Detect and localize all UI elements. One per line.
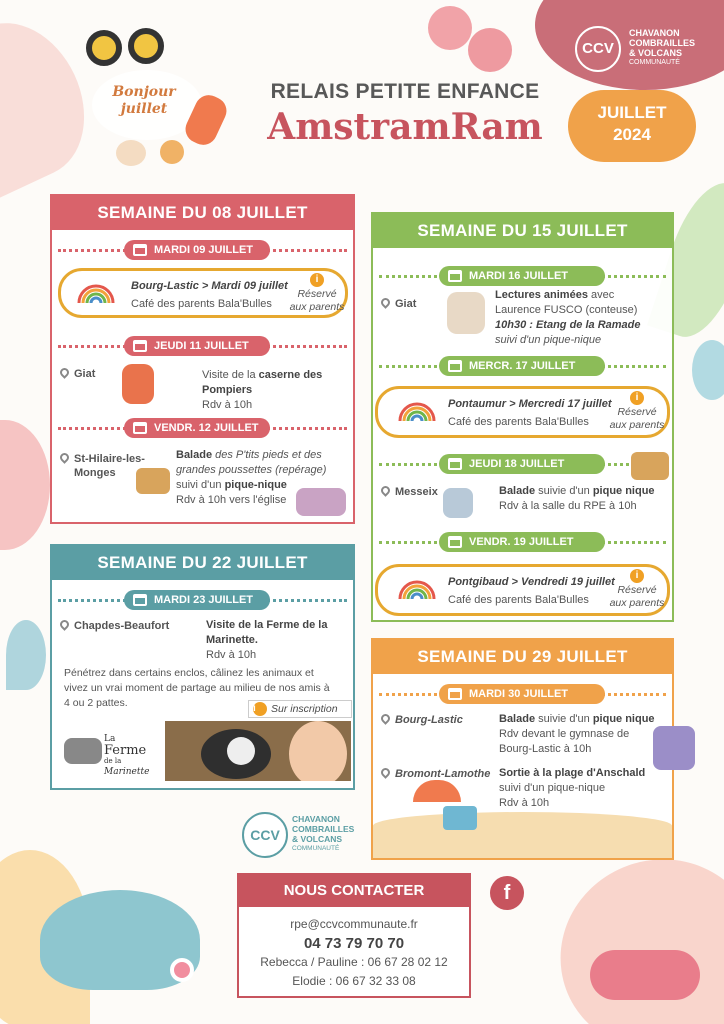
- event-desc: Lectures animées avec Laurence FUSCO (conteuse) 10h30 : Etang de la Ramade suivi d'un pique-nique: [495, 289, 641, 346]
- event-desc: Café des parents Bala'Bulles: [131, 298, 272, 310]
- calendar-icon: [133, 244, 147, 256]
- chameleon-eye: [170, 958, 194, 982]
- stroller-illustration: [443, 488, 473, 518]
- event-desc: Café des parents Bala'Bulles: [448, 594, 589, 606]
- calendar-icon: [133, 422, 147, 434]
- week-title: SEMAINE DU 15 JUILLET: [373, 214, 672, 248]
- event-cafe-parents: [375, 386, 670, 438]
- event-desc: Sortie à la plage d'Anschald suivi d'un pique-nique Rdv à 10h: [499, 767, 646, 809]
- event-location: Bourg-Lastic: [381, 714, 463, 726]
- decor-blue-leaf-right: [692, 340, 724, 400]
- inscription-note: i Sur inscription: [248, 700, 352, 718]
- day-pill: VENDR. 12 JUILLET: [124, 418, 270, 438]
- beach-chair-icon: [443, 806, 477, 830]
- storyteller-illustration: [447, 292, 485, 334]
- day-row: [52, 336, 353, 356]
- calendar-icon: [133, 594, 147, 606]
- location-pin-icon: [58, 366, 71, 379]
- reserved-note: i Réservé aux parents: [609, 570, 665, 609]
- event-title: Bourg-Lastic > Mardi 09 juillet: [131, 280, 288, 292]
- week-title: SEMAINE DU 29 JUILLET: [373, 640, 672, 674]
- day-row: [373, 532, 672, 552]
- ccv-logo-bottom: CCV: [242, 812, 288, 858]
- decor-blue-leaf-left: [6, 620, 46, 690]
- beach-umbrella-icon: [413, 780, 461, 802]
- contact-box: [237, 873, 471, 998]
- day-pill: MARDI 23 JUILLET: [124, 590, 270, 610]
- sunglasses-icon: [128, 28, 164, 64]
- day-row: [52, 418, 353, 438]
- farm-photo: [165, 721, 351, 781]
- firefighter-illustration: [122, 364, 154, 404]
- facebook-icon[interactable]: f: [490, 876, 524, 910]
- balabulles-logo-icon: [394, 397, 440, 427]
- day-pill: MARDI 09 JUILLET: [124, 240, 270, 260]
- month-badge: JUILLET 2024: [568, 90, 696, 162]
- event-desc: Visite de la caserne des Pompiers Rdv à 10h: [202, 369, 323, 411]
- sunglasses-icon: [86, 30, 122, 66]
- week-card-22-juillet: [50, 544, 355, 790]
- calendar-icon: [133, 340, 147, 352]
- day-row: [373, 454, 672, 474]
- reserved-note: i Réservé aux parents: [289, 274, 345, 313]
- bonjour-text: Bonjour juillet: [112, 84, 176, 117]
- location-pin-icon: [58, 451, 71, 464]
- event-paragraph: Pénétrez dans certains enclos, câlinez les animaux et vivez un vrai moment de partage au milieu de nos amis à 4 ou 2 pattes.: [64, 667, 330, 709]
- event-title: Pontaumur > Mercredi 17 juillet: [448, 398, 612, 410]
- reserved-note: i Réservé aux parents: [609, 392, 665, 431]
- donkey-icon: [64, 738, 102, 764]
- event-location: Giat: [60, 368, 95, 380]
- ccv-logo-bottom-name: CHAVANON COMBRAILLES & VOLCANS COMMUNAUTÉ: [292, 814, 355, 852]
- day-pill: MERCR. 17 JUILLET: [439, 356, 605, 376]
- event-location: Giat: [381, 298, 416, 310]
- contact-line-elodie: Elodie : 06 67 32 33 08: [292, 974, 416, 988]
- location-pin-icon: [379, 712, 392, 725]
- calendar-icon: [448, 458, 462, 470]
- decor-cherries: [468, 28, 512, 72]
- day-row: [373, 684, 672, 704]
- event-title: Pontgibaud > Vendredi 19 juillet: [448, 576, 615, 588]
- ccv-logo-name: CHAVANON COMBRAILLES & VOLCANS COMMUNAUTÉ: [629, 28, 695, 66]
- starfish-icon: [160, 140, 184, 164]
- relais-subtitle: RELAIS PETITE ENFANCE: [270, 80, 540, 103]
- day-pill: VENDR. 19 JUILLET: [439, 532, 605, 552]
- event-cafe-parents: [58, 268, 348, 318]
- week-title: SEMAINE DU 08 JUILLET: [52, 196, 353, 230]
- location-pin-icon: [379, 296, 392, 309]
- event-cafe-parents: [375, 564, 670, 616]
- week-card-29-juillet: [371, 638, 674, 860]
- decor-cherries: [428, 6, 472, 50]
- calendar-icon: [448, 688, 462, 700]
- day-pill: JEUDI 18 JUILLET: [439, 454, 605, 474]
- day-row: [52, 590, 353, 610]
- info-icon: i: [253, 702, 267, 716]
- location-pin-icon: [58, 618, 71, 631]
- ccv-logo-circle: CCV: [575, 26, 621, 72]
- event-location: St-Hilaire-les- Monges: [60, 452, 145, 480]
- day-pill: MARDI 16 JUILLET: [439, 266, 605, 286]
- info-icon: i: [310, 273, 324, 287]
- contact-title: NOUS CONTACTER: [239, 875, 469, 907]
- day-row: [373, 266, 672, 286]
- shell-icon: [116, 140, 146, 166]
- stroller-illustration: [653, 726, 695, 770]
- event-location: Bromont-Lamothe: [381, 768, 490, 780]
- contact-email[interactable]: rpe@ccvcommunaute.fr: [290, 917, 418, 931]
- contact-line-rebecca: Rebecca / Pauline : 06 67 28 02 12: [260, 955, 448, 969]
- day-row: [373, 356, 672, 376]
- calendar-icon: [448, 360, 462, 372]
- decor-watermelon: [0, 420, 50, 550]
- event-desc: Balade suivie d'un pique nique Rdv devant le gymnase de Bourg-Lastic à 10h: [499, 713, 655, 755]
- calendar-icon: [448, 270, 462, 282]
- picnic-basket-icon: [136, 468, 170, 494]
- picnic-basket-icon: [631, 452, 669, 480]
- ferme-marinette-logo: La Ferme de la Marinette: [60, 730, 160, 780]
- event-location: Chapdes-Beaufort: [60, 620, 169, 632]
- balabulles-logo-icon: [394, 575, 440, 605]
- info-icon: i: [630, 391, 644, 405]
- amstramram-title: AmstramRam: [267, 106, 543, 148]
- strollers-illustration: [296, 488, 346, 516]
- event-desc: Café des parents Bala'Bulles: [448, 416, 589, 428]
- week-title: SEMAINE DU 22 JUILLET: [52, 546, 353, 580]
- beach-sand: [373, 812, 672, 858]
- contact-phone[interactable]: 04 73 79 70 70: [303, 935, 405, 952]
- sunglasses-illustration: [590, 950, 700, 1000]
- event-desc: Balade des P'tits pieds et des grandes poussettes (repérage) suivi d'un pique-nique Rdv à 10h vers l'église: [176, 449, 327, 506]
- calendar-icon: [448, 536, 462, 548]
- location-pin-icon: [379, 484, 392, 497]
- day-row: [52, 240, 353, 260]
- day-pill: JEUDI 11 JUILLET: [124, 336, 270, 356]
- sheep-face: [227, 737, 255, 765]
- child-photo: [289, 721, 347, 781]
- event-desc: Visite de la Ferme de la Marinette. Rdv à 10h: [206, 619, 328, 661]
- event-location: Messeix: [381, 486, 438, 498]
- week-card-15-juillet: [371, 212, 674, 622]
- balabulles-logo-icon: [73, 279, 119, 309]
- week-card-08-juillet: [50, 194, 355, 524]
- location-pin-icon: [379, 766, 392, 779]
- event-desc: Balade suivie d'un pique nique Rdv à la salle du RPE à 10h: [499, 485, 655, 512]
- info-icon: i: [630, 569, 644, 583]
- day-pill: MARDI 30 JUILLET: [439, 684, 605, 704]
- ccv-logo-banner: [535, 0, 724, 90]
